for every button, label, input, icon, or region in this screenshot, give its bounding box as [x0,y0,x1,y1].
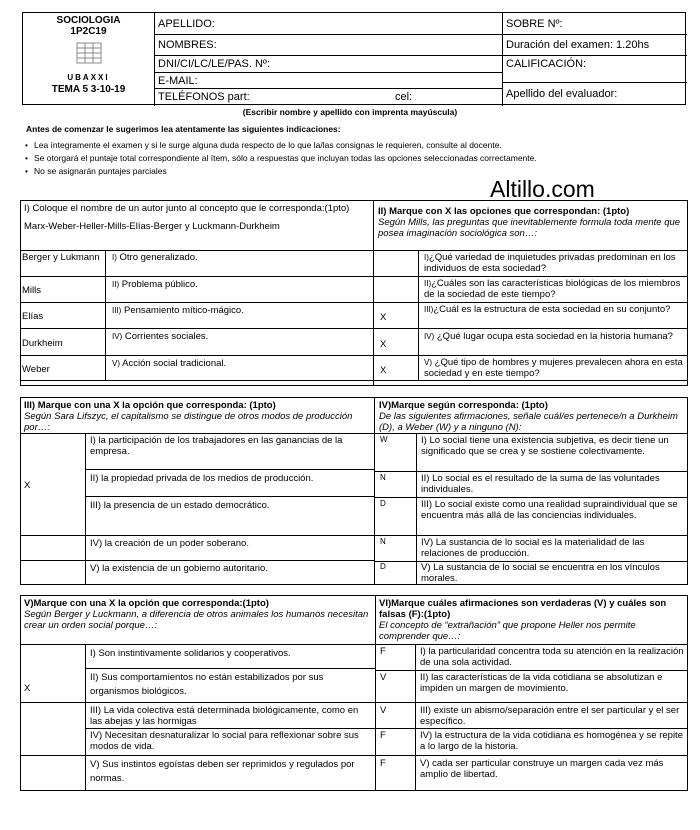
exam-info [503,13,687,106]
apellido-field[interactable]: APELLIDO: [155,13,503,35]
instruction-item [34,153,537,163]
q6-option-2: II) las características de la vida cotidiana se absolutizan e impiden un margen de movimiento. [420,672,663,694]
q4-option-5: V) La sustancia de lo social se encuentra en los vínculos morales. [421,562,660,584]
q4-mark-5[interactable]: D [380,562,386,571]
q3-option-5: V) la existencia de un gobierno autoritario. [90,563,268,574]
q6-mark-3[interactable]: V [380,705,387,716]
q4-mark-3[interactable]: D [380,499,386,508]
q6-subtitle: El concepto de “extrañación” que propone Heller nos permite comprender que…: [379,620,636,642]
q4-option-2: II) Lo social es el resultado de la suma de las voluntades individuales. [421,473,660,495]
sobre-field[interactable]: SOBRE Nº: [503,13,687,35]
telefonos-field[interactable] [155,89,503,106]
q5-option-5: V) Sus instintos egoístas deben ser reprimidos y regulados por normas. [90,759,355,784]
tema-date: TEMA 5 3-10-19 [51,84,126,95]
q3-title: III) Marque con una X la opción que corresponda: (1pto) [24,400,276,411]
q3-mark-2[interactable]: X [24,480,31,491]
institution-name: UBAXXI [67,73,110,82]
cel-label: cel: [395,91,413,103]
q2-subtitle: Según Mills, las preguntas que inevitablemente formula toda mente que posea imaginación sociológica son…: [378,217,681,239]
q2-option-3: III)¿Cuál es la estructura de esta sociedad en su conjunto? [424,304,671,315]
telefonos-label: TELÉFONOS part: [158,91,250,103]
q2-option-1: I)¿Qué variedad de inquietudes privadas predominan en los individuos de esta sociedad? [424,252,676,274]
q6-header [376,596,688,644]
q2-option-2: II)¿Cuáles son las características biológicas de los miembros de la sociedad de este tiempo? [424,278,681,300]
q6-mark-2[interactable]: V [380,672,387,683]
q1-concept-3: III) Pensamiento mítico-mágico. [112,305,244,316]
q5-subtitle: Según Berger y Luckmann, a diferencia de otros animales los humanos necesitan crear un orden social porque…: [24,609,369,631]
instruction-item: • No se asignarán puntajes parciales [34,166,167,176]
q1-authors: Marx-Weber-Heller-Mills-Elías-Berger y Luckmann-Durkheim [24,221,280,232]
watermark: Altillo.com [490,176,595,202]
q6-mark-4[interactable]: F [380,730,386,741]
email-field[interactable]: E-MAIL: [155,73,503,89]
q4-mark-1[interactable]: W [380,435,388,444]
q1-concept-2: II) Problema público. [112,279,198,290]
q5-option-3: III) La vida colectiva está determinada biológicamente, como en las abejas y las hormigas [90,705,359,727]
q1-concept-5: V) Acción social tradicional. [112,358,227,369]
instruction-text: Se otorgará el puntaje total correspondiente al ítem, sólo a respuestas que incluyan todas las opciones seleccionadas correctamente. [34,153,537,163]
q5-option-1: I) Son instintivamente solidarios y cooperativos. [90,648,291,659]
q1-header [21,201,371,234]
q5-option-4: IV) Necesitan desnaturalizar lo social para reflexionar sobre sus modos de vida. [90,730,359,752]
q4-mark-2[interactable]: N [380,473,386,482]
q1-concept-4: IV) Corrientes sociales. [112,331,209,342]
evaluador-field[interactable]: Apellido del evaluador: [506,88,618,100]
divider [373,200,374,386]
name-note: (Escribir nombre y apellido con imprenta mayúscula) [242,107,458,117]
q1-answer-4[interactable]: Durkheim [22,338,63,349]
q5-header [21,596,373,633]
q1-answer-5[interactable]: Weber [22,364,50,375]
q4-subtitle: De las siguientes afirmaciones, señale cuál/es pertenece/n a Durkheim (D), a Weber (W) y a ninguno (N): [379,411,678,433]
q1-concept-1: I) Otro generalizado. [112,252,198,263]
q3-option-3: III) la presencia de un estado democrático. [90,500,270,511]
q6-option-5: V) cada ser particular construye un margen cada vez más amplio de libertad. [420,758,664,780]
nombres-field[interactable]: NOMBRES: [155,35,503,56]
q1-answer-3[interactable]: Elías [22,311,44,322]
q2-mark-4[interactable]: X [380,339,387,350]
q6-option-1: I) la particularidad concentra toda su atención en la realización de una sola actividad. [420,646,684,668]
course-name: SOCIOLOGIA [56,15,121,26]
q2-mark-5[interactable]: X [380,365,387,376]
duracion-text: Duración del examen: 1.20hs [503,35,687,56]
calificacion-field[interactable]: CALIFICACIÓN: [503,56,687,83]
exam-header [22,12,686,105]
q1-answer-2[interactable]: Mills [22,285,41,296]
q2-title: II) Marque con X las opciones que correspondan: (1pto) [378,206,630,217]
q2-mark-3[interactable]: X [380,312,387,323]
q4-mark-4[interactable]: N [380,537,386,546]
q4-title: IV)Marque según corresponda: (1pto) [379,400,548,411]
q4-header [376,398,688,435]
q4-option-1: I) Lo social tiene una existencia subjetiva, es decir tiene un significado que se crea y se sostiene colectivamente. [421,435,669,457]
q6-title: VI)Marque cuáles afirmaciones son verdaderas (V) y cuáles son falsas (F):(1pto) [379,598,667,620]
student-fields [155,13,503,106]
q3-option-1: I) la participación de los trabajadores en las ganancias de la empresa. [90,435,343,457]
q4-option-3: III) Lo social existe como una realidad supraindividual que se encuentra más allá de las conciencias individuales. [421,499,678,521]
course-block [23,13,155,106]
q6-mark-1[interactable]: F [380,646,386,657]
course-code: 1P2C19 [70,26,107,37]
q2-header [375,204,687,241]
ubaxxi-logo-icon [71,41,107,69]
q3-subtitle: Según Sara Lifszyc, el capitalismo se distingue de otros modos de producción por…: [24,411,353,433]
q5-mark-2[interactable]: X [24,683,31,694]
q1-answer-1[interactable]: Berger y Lukmann [22,252,100,263]
dni-field[interactable]: DNI/CI/LC/LE/PAS. Nº: [155,56,503,73]
q5-title: V)Marque con una X la opción que corresponda:(1pto) [24,598,269,609]
q6-option-4: IV) la estructura de la vida cotidiana es homogénea y se repite a lo largo de la historia. [420,730,683,752]
q6-mark-5[interactable]: F [380,758,386,769]
q3-option-4: IV) la creación de un poder soberano. [90,538,249,549]
q5-option-2: II) Sus comportamientos no están estabilizados por sus organismos biológicos. [90,672,324,697]
q3-option-2: II) la propiedad privada de los medios de producción. [90,473,314,484]
instruction-item: • Lea íntegramente el examen y si le surge alguna duda respecto de lo que la/las consignas le requieren, consulte al docente. [34,140,502,150]
q2-option-5: V) ¿Qué tipo de hombres y mujeres prevalecen ahora en esta sociedad y en este tiempo? [424,357,683,379]
q6-option-3: III) existe un abismo/separación entre el ser particular y el ser específico. [420,705,680,727]
q4-option-4: IV) La sustancia de lo social es la materialidad de las relaciones de producción. [421,537,645,559]
q2-option-4: IV) ¿Qué lugar ocupa esta sociedad en la historia humana? [424,331,673,342]
q1-title: I) Coloque el nombre de un autor junto al concepto que le corresponda:(1pto) [24,203,350,214]
q3-header [21,398,371,435]
instructions-lead: Antes de comenzar le sugerimos lea atentamente las siguientes indicaciones: [26,124,341,134]
